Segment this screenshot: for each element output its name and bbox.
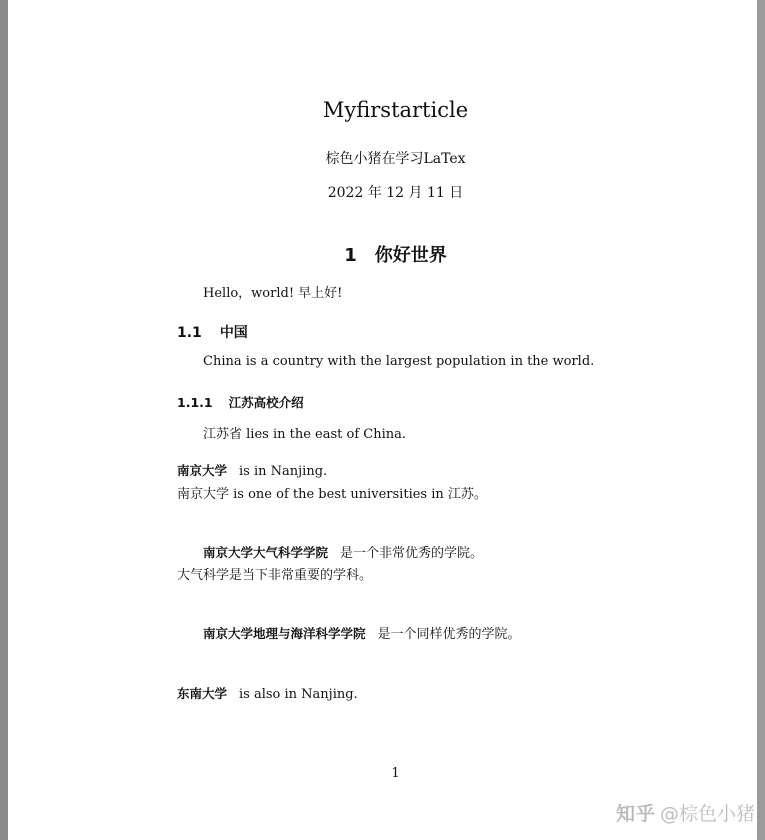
- subsection-text: China is a country with the largest population in the world.: [203, 354, 595, 369]
- subparagraph-1: [203, 542, 483, 561]
- subsection-number: 1.1: [177, 325, 202, 341]
- watermark-handle: @棕色小猪: [659, 803, 755, 825]
- section-heading: [8, 241, 757, 267]
- subsubsection-text: 江苏省 lies in the east of China.: [203, 427, 407, 442]
- page-number: 1: [391, 766, 400, 781]
- document-date: 2022 年 12 月 11 日: [327, 185, 464, 201]
- paragraph-2-text: is also in Nanjing.: [239, 687, 358, 702]
- document-author: 棕色小猪在学习LaTex: [325, 151, 466, 167]
- subsubsection-title: 江苏高校介绍: [228, 395, 304, 410]
- subparagraph-2-text: 是一个同样优秀的学院。: [377, 627, 521, 642]
- subsection-heading: [177, 322, 248, 342]
- subsection-title: 中国: [219, 325, 248, 341]
- subsubsection-heading: [177, 393, 304, 411]
- subparagraph-1-text: 是一个非常优秀的学院。: [340, 546, 484, 561]
- subparagraph-1-head: 南京大学大气科学学院: [203, 545, 329, 560]
- zhihu-logo: 知乎: [615, 803, 656, 825]
- section-number: 1: [344, 245, 357, 266]
- paragraph-1: [177, 461, 327, 479]
- paragraph-1-line2: 南京大学 is one of the best universities in 江苏。: [177, 487, 487, 502]
- viewer-gutter-right: [757, 0, 765, 840]
- paragraph-2-head: 东南大学: [177, 686, 228, 701]
- watermark: [616, 799, 755, 826]
- subsubsection-number: 1.1.1: [177, 395, 213, 410]
- subparagraph-2-head: 南京大学地理与海洋科学学院: [203, 626, 366, 641]
- subparagraph-1-line2: 大气科学是当下非常重要的学科。: [177, 568, 373, 583]
- document-page: [8, 0, 757, 840]
- section-text: Hello，world! 早上好!: [203, 286, 343, 301]
- section-title: 你好世界: [374, 245, 447, 266]
- paragraph-1-text: is in Nanjing.: [239, 464, 328, 479]
- subparagraph-2: [203, 623, 521, 642]
- document-title: Myfirstarticle: [322, 98, 469, 122]
- paragraph-2: [177, 684, 358, 702]
- paragraph-1-head: 南京大学: [177, 463, 228, 478]
